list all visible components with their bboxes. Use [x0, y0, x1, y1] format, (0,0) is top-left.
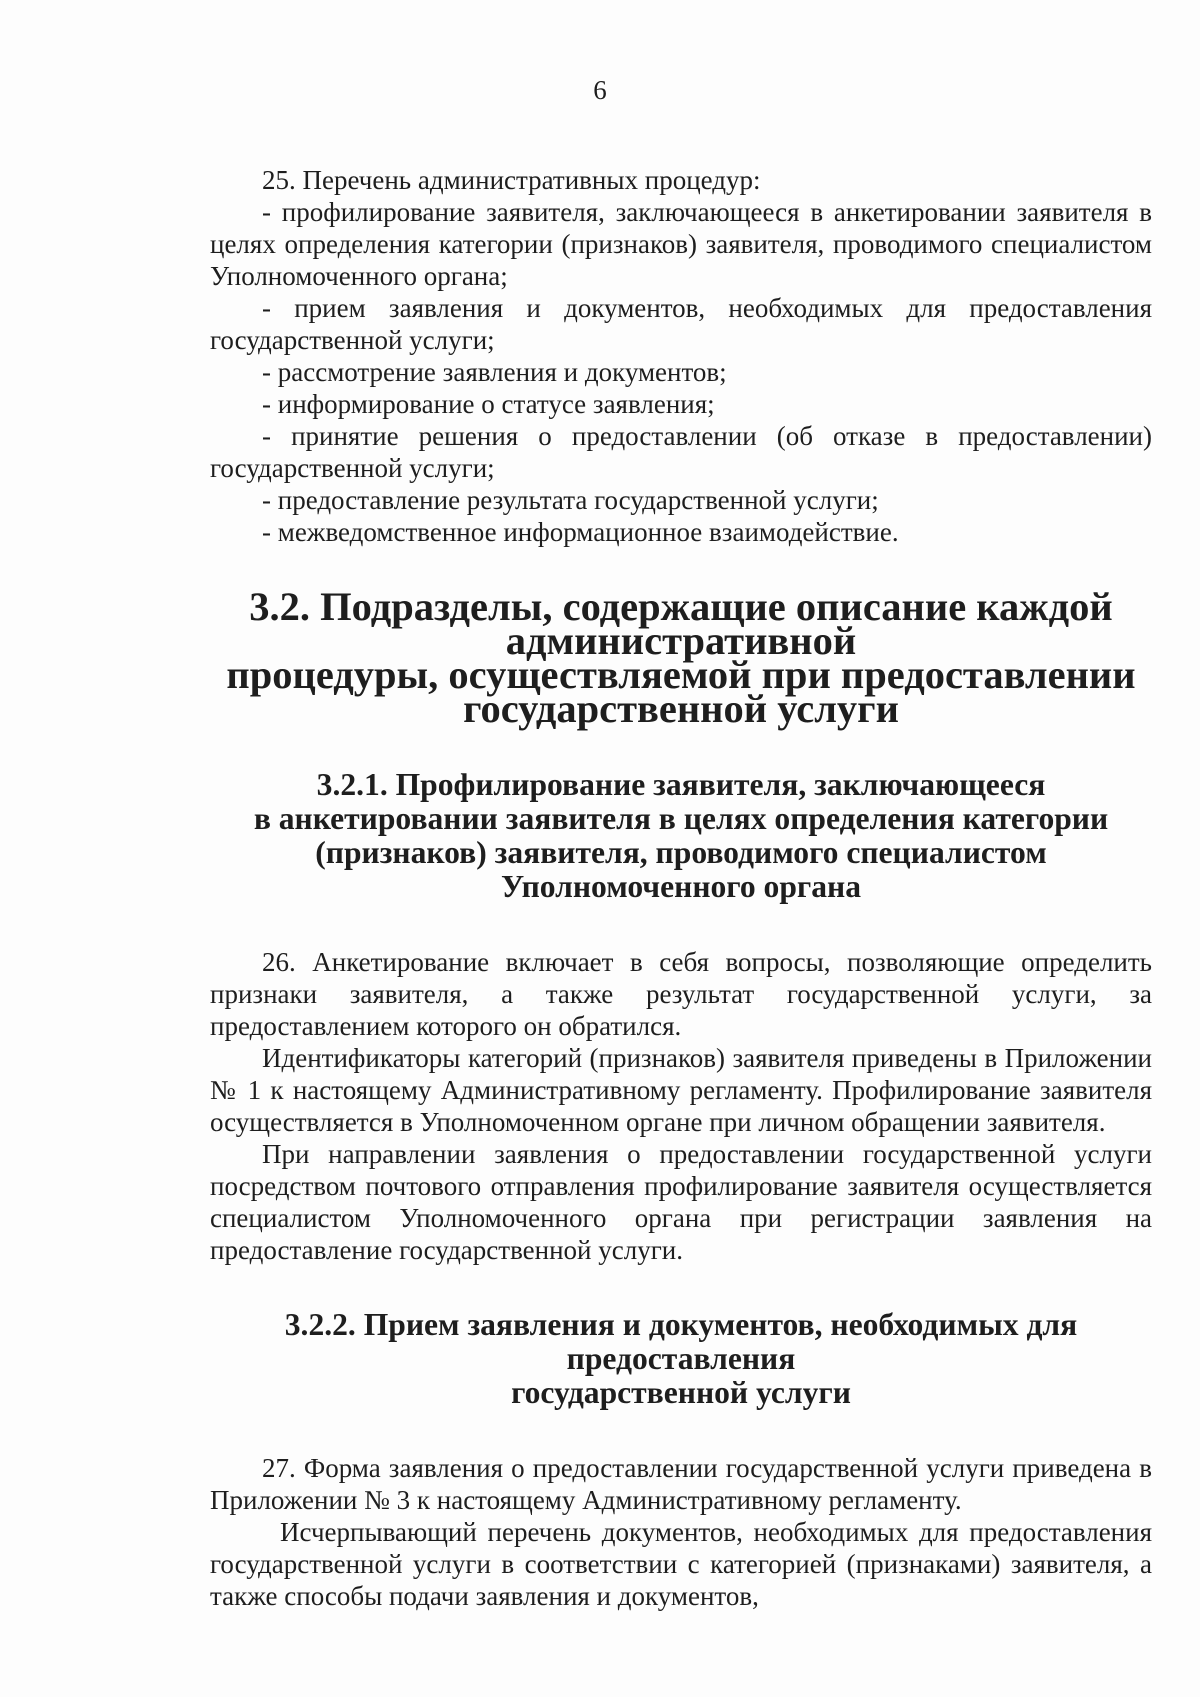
procedure-item: - межведомственное информационное взаимодействие. [262, 517, 899, 547]
section-heading-3-2-1 [210, 768, 1152, 904]
section-27 [210, 1452, 1152, 1612]
page-number: 6 [593, 75, 607, 105]
heading-line: 3.2.1. Профилирование заявителя, заключающееся [316, 767, 1046, 802]
procedure-item: - принятие решения о предоставлении (об отказе в предоставлении) государственной услуги; [210, 421, 1152, 483]
section-26 [210, 946, 1152, 1266]
paragraph: 26. Анкетирование включает в себя вопросы, позволяющие определить признаки заявителя, а также результат государственной услуги, за предоставлением которого он обратился. [210, 947, 1152, 1041]
procedure-item: - профилирование заявителя, заключающееся в анкетировании заявителя в целях определения категории (признаков) заявителя, проводимого специалистом Уполномоченного органа; [210, 197, 1152, 291]
section-heading-3-2 [210, 584, 1152, 731]
paragraph: При направлении заявления о предоставлении государственной услуги посредством почтового отправления профилирование заявителя осуществляется специалистом Уполномоченного органа при регистрации заявления на предоставление государственной услуги. [210, 1139, 1152, 1265]
paragraph: Исчерпывающий перечень документов, необходимых для предоставления государственной услуги в соответствии с категорией (признаками) заявителя, а также способы подачи заявления и документов, [210, 1517, 1152, 1611]
procedure-item: - рассмотрение заявления и документов; [262, 357, 727, 387]
section-25-intro: 25. Перечень административных процедур: [262, 165, 761, 195]
paragraph: 27. Форма заявления о предоставлении государственной услуги приведена в Приложении № 3 к настоящему Административному регламенту. [210, 1453, 1152, 1515]
procedure-item: - предоставление результата государственной услуги; [262, 485, 879, 515]
heading-line: 3.2.2. Прием заявления и документов, необходимых для предоставления [284, 1307, 1078, 1376]
procedure-item: - информирование о статусе заявления; [262, 389, 715, 419]
heading-line: Уполномоченного органа [500, 869, 862, 904]
heading-line: государственной услуги [463, 686, 899, 731]
document-body [210, 164, 1152, 1612]
heading-line: процедуры, осуществляемой при предоставлении [226, 652, 1136, 697]
heading-line: в анкетировании заявителя в целях определения категории [253, 801, 1109, 836]
heading-line: (признаков) заявителя, проводимого специалистом [315, 835, 1047, 870]
section-heading-3-2-2 [210, 1308, 1152, 1410]
heading-line: 3.2. Подразделы, содержащие описание каждой административной [249, 584, 1113, 663]
heading-line: государственной услуги [511, 1375, 851, 1410]
paragraph: Идентификаторы категорий (признаков) заявителя приведены в Приложении № 1 к настоящему Административному регламенту. Профилирование заявителя осуществляется в Уполномоченном органе при личном обращении заявителя. [210, 1043, 1152, 1137]
procedure-item: - прием заявления и документов, необходимых для предоставления государственной услуги; [210, 293, 1152, 355]
